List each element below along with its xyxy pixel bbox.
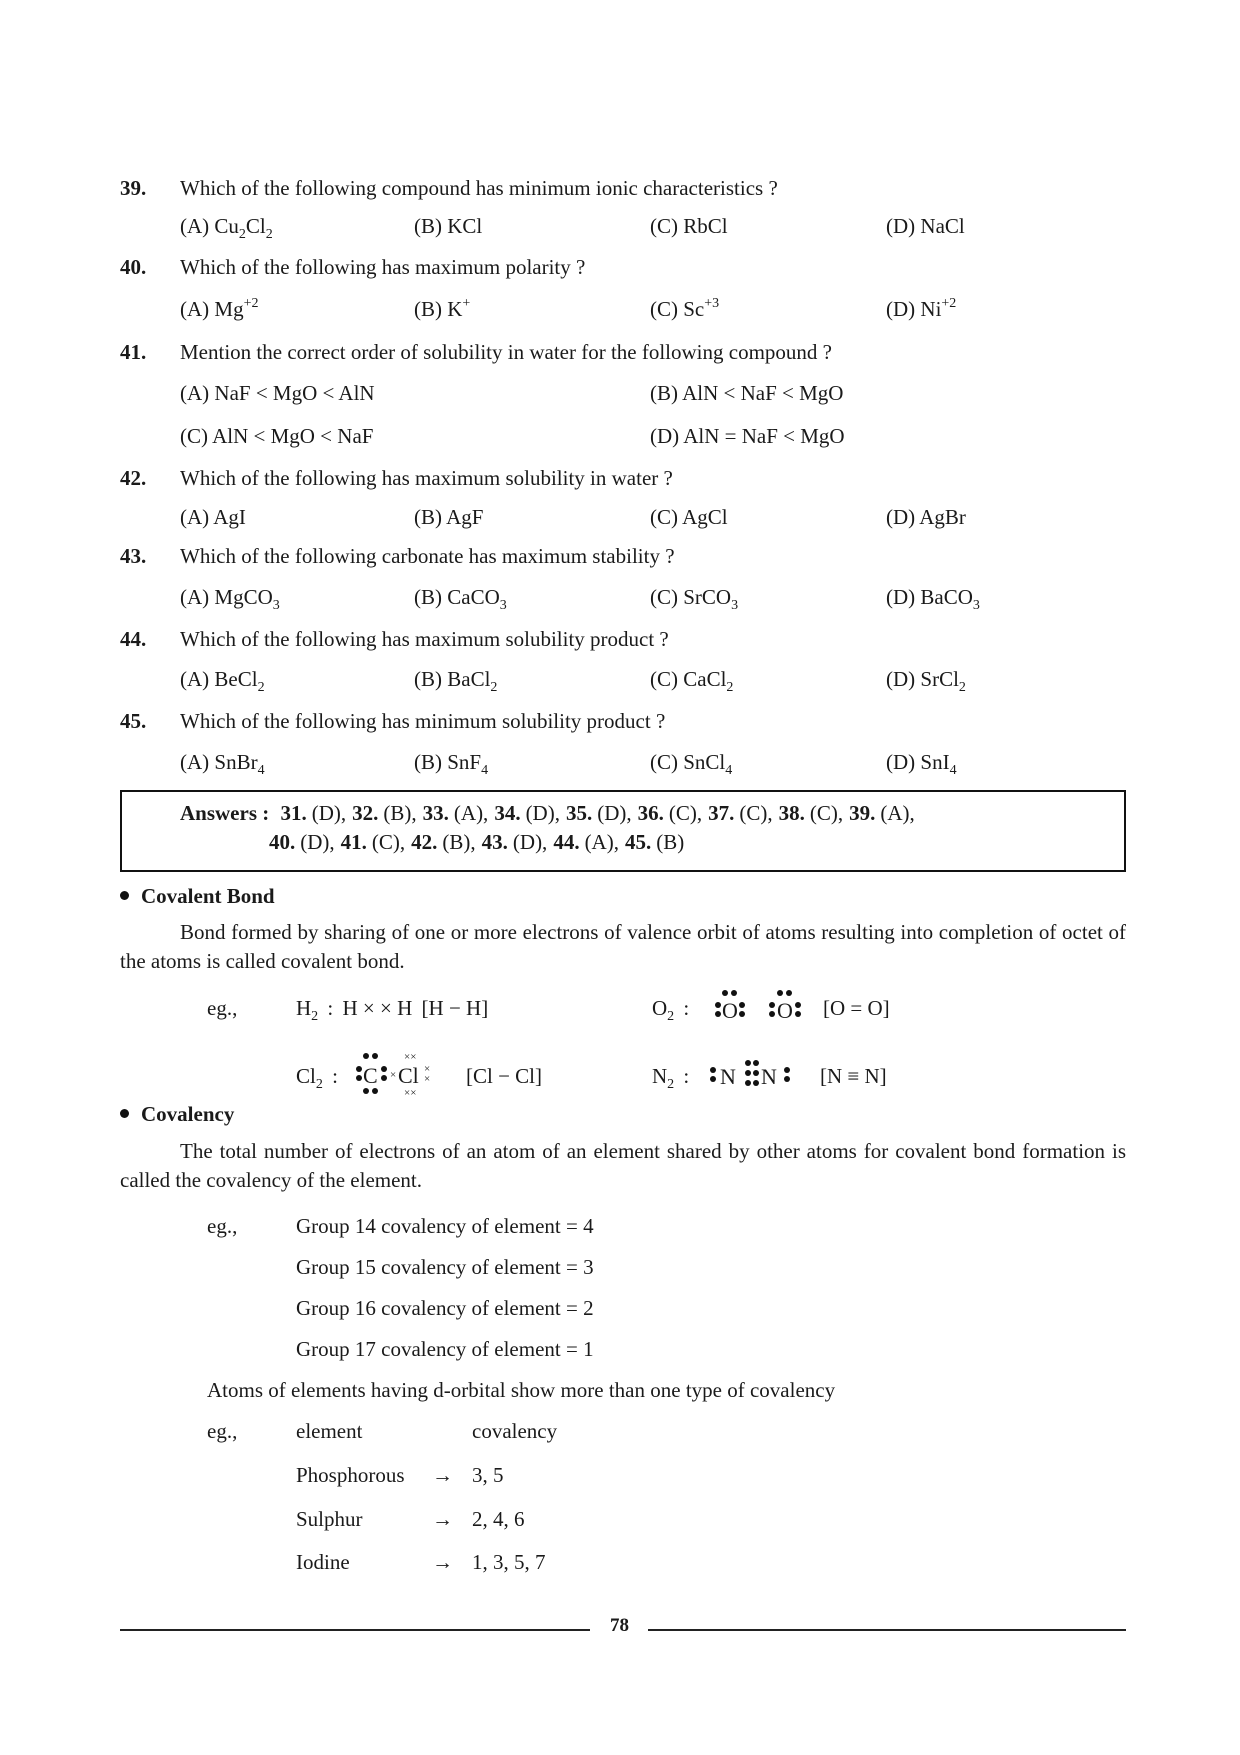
option-label: (D) Ni — [886, 297, 942, 321]
electron-dot — [777, 990, 783, 996]
option-subscript: 3 — [731, 598, 739, 613]
question-text: Which of the following carbonate has maximum stability ? — [180, 544, 675, 568]
option-subscript: 3 — [972, 598, 980, 613]
arrow-icon: → — [432, 1550, 453, 1574]
answer-choice: (A), — [880, 801, 915, 825]
option-label: (A) AgI — [180, 505, 246, 529]
answers-line-2-items — [269, 830, 684, 854]
covalent-bond-heading — [120, 884, 275, 909]
o2-subscript: 2 — [667, 1009, 675, 1024]
option-label: (B) SnF — [414, 750, 482, 774]
option-label: (A) SnBr — [180, 750, 258, 774]
cl2-example — [296, 1064, 342, 1093]
cl2-lewis-structure — [350, 1048, 440, 1098]
covalency-values: 2, 4, 6 — [472, 1507, 525, 1531]
cl2-atom-2: Cl — [398, 1063, 419, 1088]
option-superscript: + — [462, 296, 471, 311]
answer-option — [414, 505, 483, 530]
option-label: (D) SrCl — [886, 667, 959, 691]
element-name: Sulphur — [296, 1507, 363, 1531]
option-subscript: 2 — [490, 680, 498, 695]
option-label: (A) Mg — [180, 297, 244, 321]
answer-question-number: 44. — [553, 830, 580, 854]
cross-electron: ×× — [404, 1087, 417, 1098]
question-number: 43. — [120, 544, 147, 568]
option-label: (C) RbCl — [650, 214, 728, 238]
option-label: (C) SrCO — [650, 585, 732, 609]
element-name: Iodine — [296, 1550, 350, 1574]
answer-question-number: 36. — [637, 801, 664, 825]
answer-option — [414, 585, 507, 614]
covalency-values: 3, 5 — [472, 1463, 504, 1487]
option-label: (A) Cu — [180, 214, 239, 238]
answer-choice: (D), — [311, 801, 347, 825]
option-superscript: +2 — [941, 296, 957, 311]
answer-option — [650, 667, 733, 696]
group-line: Group 14 covalency of element = 4 — [296, 1214, 594, 1238]
option-label: (A) BeCl — [180, 667, 258, 691]
option-label: (D) AlN = NaF < MgO — [650, 424, 845, 448]
question-text: Which of the following has minimum solubility product ? — [180, 709, 666, 733]
answer-question-number: 39. — [849, 801, 876, 825]
question-text: Which of the following has maximum solubility in water ? — [180, 466, 673, 490]
option-subscript: 3 — [499, 598, 507, 613]
option-label: (B) KCl — [414, 214, 483, 238]
covalency-eg-label: eg., — [207, 1214, 238, 1238]
option-label: (C) Sc — [650, 297, 705, 321]
cl2-bond: [Cl − Cl] — [466, 1064, 543, 1088]
n2-lewis-structure — [705, 1056, 815, 1096]
option-subscript: 2 — [238, 227, 246, 242]
option-label: (B) AlN < NaF < MgO — [650, 381, 844, 405]
option-subscript: 2 — [726, 680, 734, 695]
electron-dot — [363, 1088, 369, 1094]
question-number: 44. — [120, 627, 147, 651]
option-label: (A) MgCO — [180, 585, 273, 609]
covalency-eg-label-2: eg., — [207, 1419, 238, 1443]
answer-option — [650, 585, 738, 614]
answers-box — [120, 790, 1126, 872]
answer-option — [180, 750, 265, 779]
electron-dot — [786, 990, 792, 996]
option-label-part: Cl — [245, 214, 266, 238]
answers-prefix: Answers : — [180, 801, 270, 825]
option-label: (D) SnI — [886, 750, 950, 774]
h2-example — [296, 996, 488, 1025]
cl2-colon: : — [332, 1064, 338, 1088]
option-label: (D) AgBr — [886, 505, 966, 529]
electron-dot — [710, 1076, 716, 1082]
answer-option — [180, 585, 280, 614]
option-subscript: 4 — [949, 763, 957, 778]
answer-choice: (B) — [656, 830, 685, 854]
group-line: Group 17 covalency of element = 1 — [296, 1337, 594, 1361]
page-number: 78 — [610, 1615, 629, 1636]
covalent-eg-label: eg., — [207, 996, 238, 1020]
n2-atom-1: N — [720, 1064, 736, 1089]
answer-option — [180, 667, 265, 696]
answers-line-2 — [269, 830, 684, 855]
electron-dot — [381, 1075, 387, 1081]
answer-choice: (A), — [453, 801, 489, 825]
answer-question-number: 38. — [778, 801, 805, 825]
answer-option — [650, 381, 843, 406]
electron-dot — [745, 1070, 751, 1076]
answer-option — [414, 214, 482, 239]
electron-dot — [381, 1066, 387, 1072]
cross-electron: × — [424, 1063, 431, 1075]
answer-choice: (C), — [739, 801, 773, 825]
n2-bond: [N ≡ N] — [820, 1064, 887, 1088]
electron-dot — [731, 990, 737, 996]
n2-example — [652, 1064, 693, 1093]
answer-option — [180, 296, 258, 322]
answer-question-number: 33. — [422, 801, 449, 825]
answer-option — [414, 750, 488, 779]
answer-choice: (D), — [300, 830, 335, 854]
option-label: (A) NaF < MgO < AlN — [180, 381, 375, 405]
n2-formula: N — [652, 1064, 668, 1088]
cl2-atom-1: C — [363, 1063, 378, 1088]
o2-example — [652, 996, 693, 1025]
o2-atom-2: O — [777, 998, 793, 1023]
option-subscript: 3 — [272, 598, 280, 613]
answer-option — [886, 505, 966, 530]
table-header-element: element — [296, 1419, 363, 1443]
answer-choice: (B), — [383, 801, 417, 825]
answer-option — [886, 585, 980, 614]
answer-option — [886, 296, 956, 322]
electron-dot — [356, 1075, 362, 1081]
covalent-bond-definition: Bond formed by sharing of one or more electrons of valence orbit of atoms resulting into completion of octet of the atoms is called covalent bond. — [120, 920, 1126, 973]
group-line: Group 15 covalency of element = 3 — [296, 1255, 594, 1279]
table-header-covalency: covalency — [472, 1419, 558, 1443]
covalency-values: 1, 3, 5, 7 — [472, 1550, 546, 1574]
n2-colon: : — [683, 1064, 690, 1088]
question-text: Which of the following compound has minimum ionic characteristics ? — [180, 176, 778, 200]
answer-question-number: 35. — [565, 801, 593, 825]
d-orbital-note: Atoms of elements having d-orbital show more than one type of covalency — [207, 1378, 836, 1402]
option-label: (C) SnCl — [650, 750, 726, 774]
option-label: (C) AlN < MgO < NaF — [180, 424, 374, 448]
option-subscript: 4 — [257, 763, 265, 778]
answer-question-number: 40. — [269, 830, 296, 854]
answer-question-number: 34. — [494, 801, 521, 825]
electron-dot — [715, 1002, 721, 1008]
answer-choice: (D), — [512, 830, 548, 854]
electron-dot — [715, 1011, 721, 1017]
answer-option — [180, 424, 373, 449]
electron-dot — [363, 1053, 369, 1059]
answer-option — [886, 667, 966, 696]
answer-option — [180, 505, 246, 530]
answer-question-number: 31. — [280, 801, 307, 825]
answer-option — [650, 424, 845, 449]
option-label: (B) CaCO — [414, 585, 500, 609]
answer-question-number: 37. — [708, 801, 735, 825]
question-number: 39. — [120, 176, 147, 200]
question-text: Which of the following has maximum polarity ? — [180, 255, 586, 279]
electron-dot — [722, 990, 728, 996]
electron-dot — [372, 1053, 378, 1059]
option-label: (D) BaCO — [886, 585, 973, 609]
electron-dot — [739, 1002, 745, 1008]
arrow-icon: → — [432, 1463, 453, 1487]
h2-subscript: 2 — [311, 1009, 319, 1024]
option-label: (B) BaCl — [414, 667, 491, 691]
n2-subscript: 2 — [667, 1077, 675, 1092]
answer-question-number: 43. — [481, 830, 508, 854]
electron-dot — [769, 1011, 775, 1017]
o2-bond: [O = O] — [823, 996, 890, 1020]
option-label: (C) CaCl — [650, 667, 727, 691]
answer-option — [180, 214, 273, 243]
bullet-icon — [120, 891, 129, 900]
answer-option — [650, 750, 732, 779]
electron-dot — [356, 1066, 362, 1072]
cl2-subscript: 2 — [315, 1077, 323, 1092]
covalency-heading — [120, 1102, 234, 1127]
answer-choice: (C), — [371, 830, 406, 854]
electron-dot — [710, 1067, 716, 1073]
answer-choice: (B), — [442, 830, 476, 854]
answer-option — [414, 667, 497, 696]
cross-electron: ×× — [404, 1051, 417, 1063]
answer-choice: (C), — [809, 801, 844, 825]
cross-electron: × — [424, 1073, 431, 1085]
answers-line-1 — [180, 801, 915, 826]
h2-formula: H — [296, 996, 312, 1020]
electron-dot — [372, 1088, 378, 1094]
answer-question-number: 41. — [340, 830, 367, 854]
o2-atom-1: O — [722, 998, 738, 1023]
h2-bond: [H − H] — [421, 996, 489, 1020]
electron-dot — [784, 1076, 790, 1082]
o2-formula: O — [652, 996, 668, 1020]
electron-dot — [795, 1002, 801, 1008]
option-subscript: 4 — [725, 763, 733, 778]
answer-option — [650, 296, 719, 322]
option-superscript: +2 — [243, 296, 259, 311]
arrow-icon: → — [432, 1507, 453, 1531]
answer-option — [180, 381, 375, 406]
option-subscript: 2 — [257, 680, 265, 695]
electron-dot — [745, 1080, 751, 1086]
question-number: 42. — [120, 466, 147, 490]
option-subscript: 2 — [958, 680, 966, 695]
answer-question-number: 42. — [411, 830, 438, 854]
answer-option — [886, 214, 965, 239]
question-number: 40. — [120, 255, 147, 279]
question-text: Mention the correct order of solubility in water for the following compound ? — [180, 340, 832, 364]
footer-rule-right — [648, 1629, 1126, 1631]
footer-rule-left — [120, 1629, 590, 1631]
question-text: Which of the following has maximum solubility product ? — [180, 627, 669, 651]
answer-option — [414, 296, 470, 322]
answer-option — [886, 750, 957, 779]
electron-dot — [739, 1011, 745, 1017]
h2-dot-structure: H × × H — [342, 996, 413, 1020]
option-label: (C) AgCl — [650, 505, 728, 529]
electron-dot — [784, 1067, 790, 1073]
answer-option — [650, 214, 728, 239]
question-number: 45. — [120, 709, 147, 733]
o2-lewis-structure — [700, 985, 810, 1025]
option-label: (D) NaCl — [886, 214, 965, 238]
covalency-definition: The total number of electrons of an atom of an element shared by other atoms for covalent bond formation is called the covalency of the element. — [120, 1139, 1126, 1192]
bullet-icon — [120, 1109, 129, 1118]
answer-choice: (A), — [584, 830, 619, 854]
answer-question-number: 32. — [352, 801, 379, 825]
answer-choice: (D), — [525, 801, 560, 825]
answer-question-number: 45. — [624, 830, 652, 854]
answers-line-1-items — [275, 801, 915, 825]
answer-choice: (D), — [597, 801, 632, 825]
electron-dot — [753, 1060, 759, 1066]
electron-dot — [745, 1060, 751, 1066]
electron-dot — [795, 1011, 801, 1017]
answer-option — [650, 505, 728, 530]
option-label: (B) AgF — [414, 505, 484, 529]
element-name: Phosphorous — [296, 1463, 405, 1487]
group-line: Group 16 covalency of element = 2 — [296, 1296, 594, 1320]
n2-atom-2: N — [761, 1064, 777, 1089]
o2-colon: : — [683, 996, 690, 1020]
covalent-bond-heading-text: Covalent Bond — [141, 884, 275, 908]
cl2-formula: Cl — [296, 1064, 316, 1088]
h2-colon: : — [327, 996, 334, 1020]
question-number: 41. — [120, 340, 147, 364]
electron-dot — [753, 1080, 759, 1086]
covalency-heading-text: Covalency — [141, 1102, 235, 1126]
electron-dot — [769, 1002, 775, 1008]
option-superscript: +3 — [704, 296, 720, 311]
option-subscript: 4 — [481, 763, 489, 778]
answer-choice: (C), — [668, 801, 703, 825]
cross-electron: × — [390, 1069, 397, 1081]
option-label: (B) K — [414, 297, 463, 321]
option-subscript: 2 — [265, 227, 273, 242]
electron-dot — [753, 1070, 759, 1076]
